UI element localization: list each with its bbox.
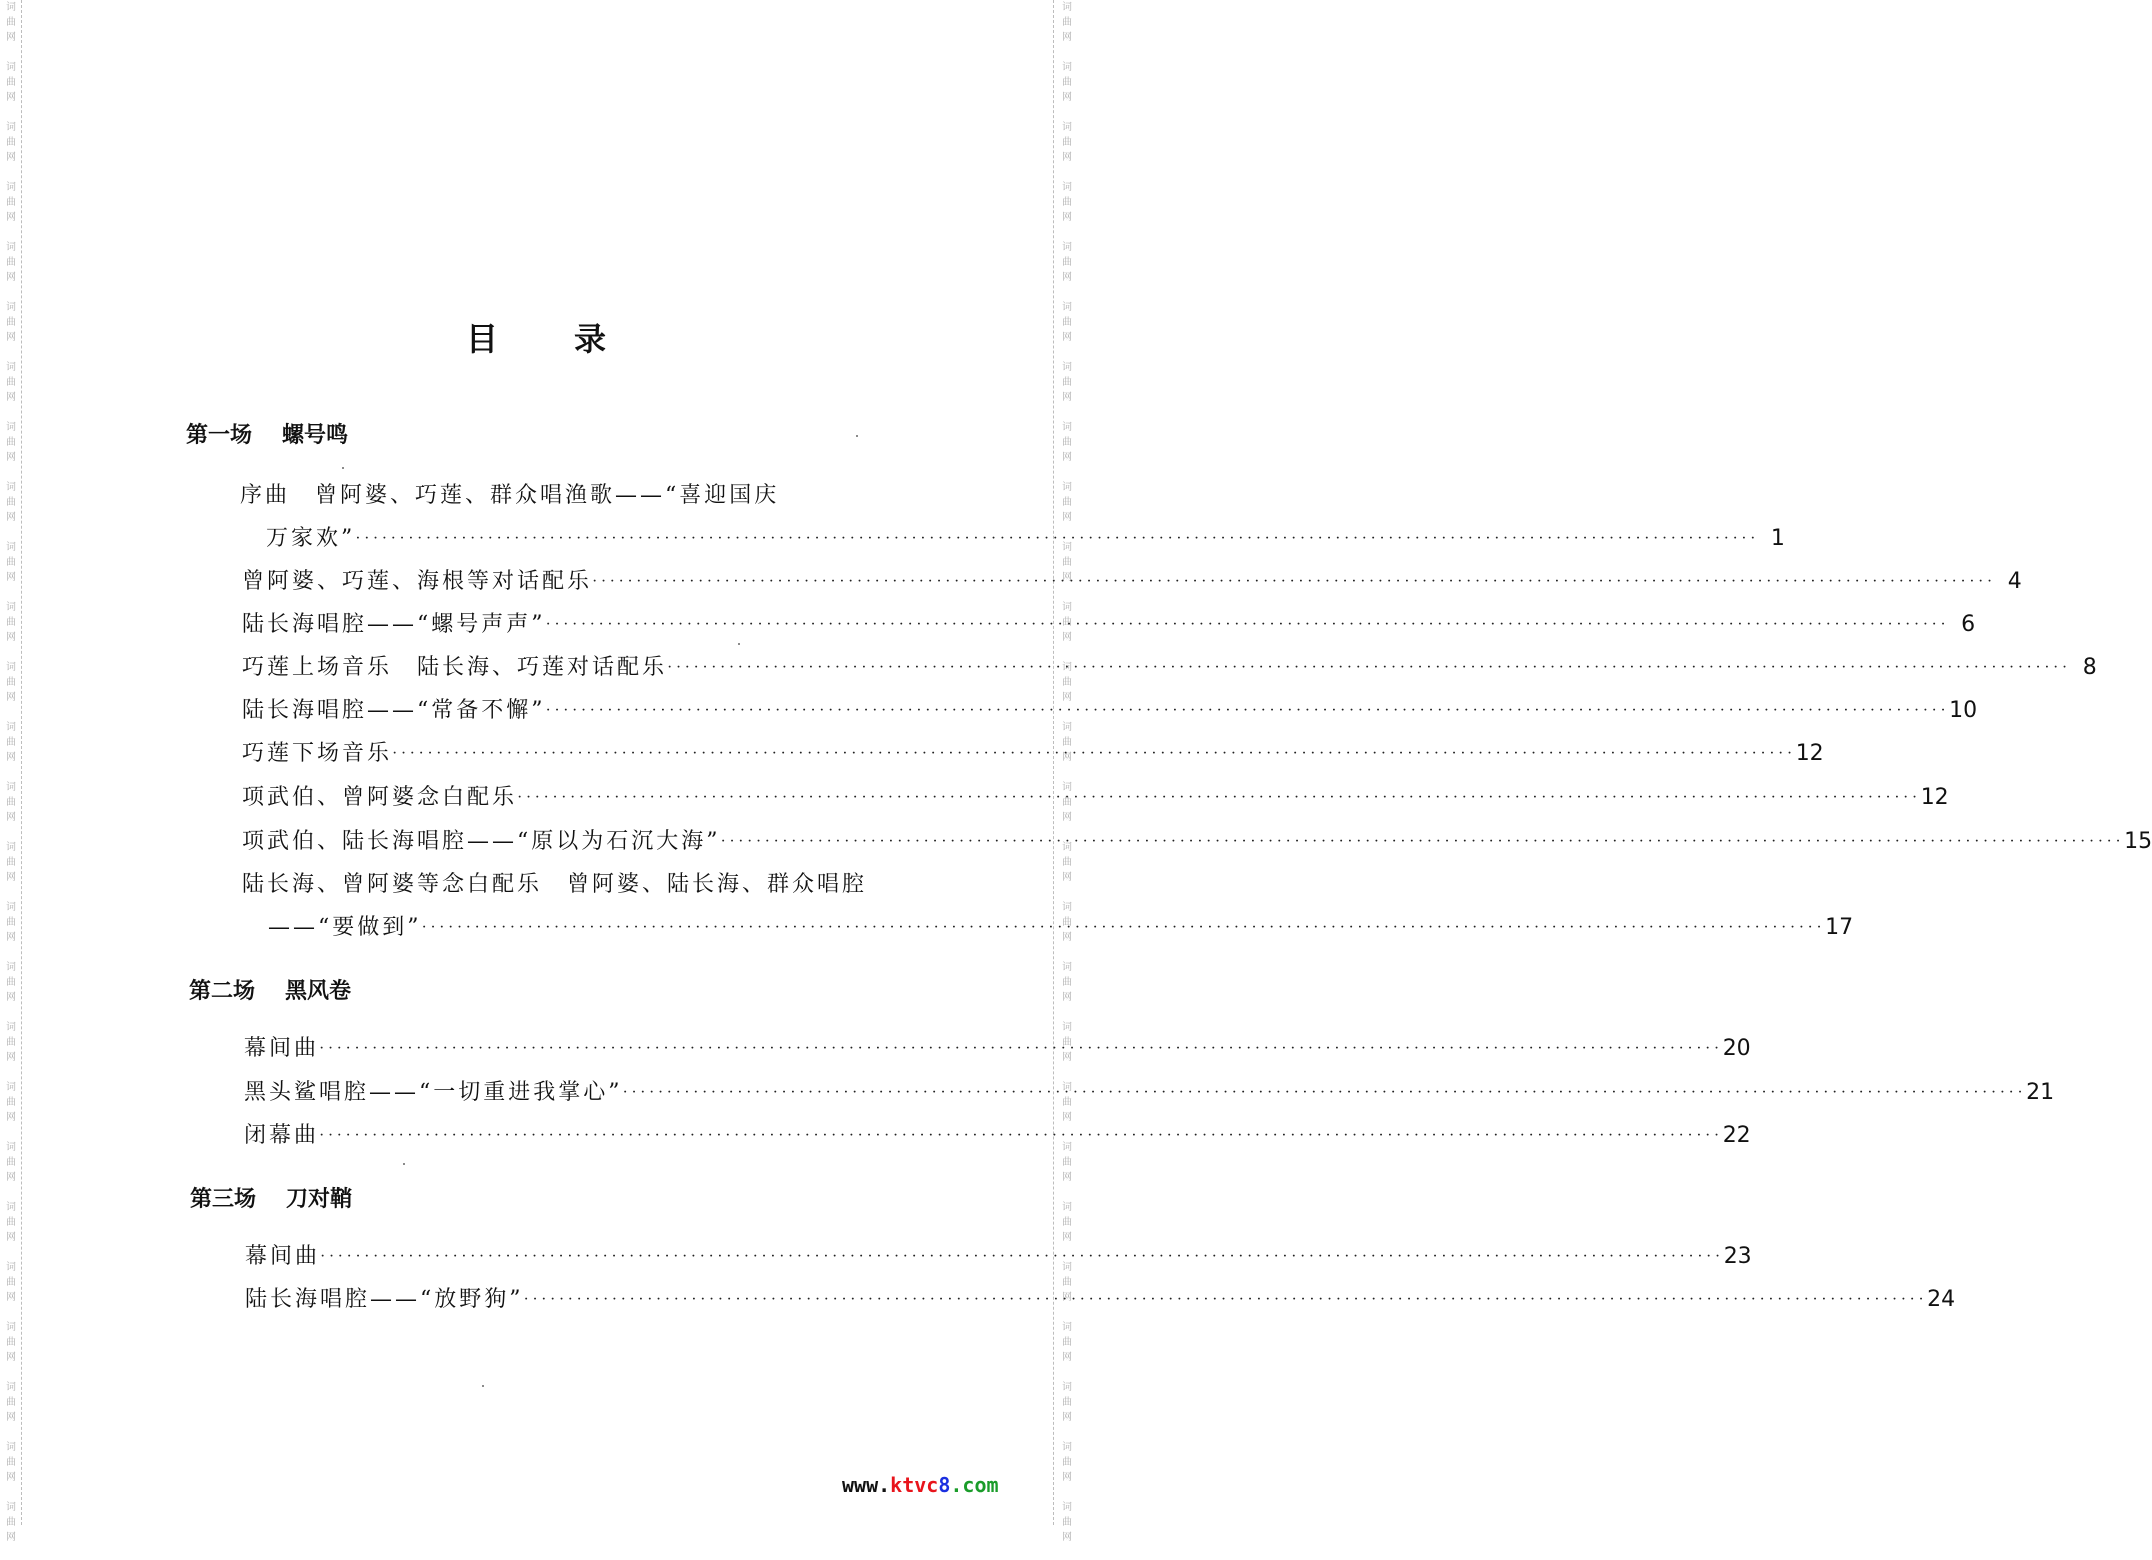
watermark-glyph: 网 [6, 632, 16, 643]
site-prefix: www. [842, 1473, 891, 1497]
watermark-glyph: 词 [6, 362, 16, 373]
scene-number: 第一场 [186, 423, 253, 448]
watermark-glyph: 网 [1062, 812, 1072, 823]
dot-leader [546, 700, 1950, 726]
toc-page-number: 21 [2026, 1080, 2055, 1105]
watermark-glyph: 曲 [6, 497, 16, 508]
toc-entry[interactable] [242, 694, 1978, 726]
watermark-glyph: 词 [1062, 482, 1072, 493]
watermark-glyph: 词 [6, 122, 16, 133]
toc-entry-label: 黑头鲨唱腔——“一切重进我掌心” [244, 1080, 623, 1105]
watermark-glyph: 词 [6, 1082, 16, 1093]
toc-entry-label: 闭幕曲 [244, 1123, 320, 1148]
scene-name: 黑风卷 [285, 979, 352, 1004]
watermark-glyph: 词 [1062, 1502, 1072, 1513]
watermark-glyph: 曲 [1062, 1517, 1072, 1528]
watermark-glyph: 词 [1062, 662, 1072, 673]
watermark-glyph: 曲 [6, 137, 16, 148]
watermark-glyph: 曲 [1062, 17, 1072, 28]
watermark-glyph-group [1058, 960, 1076, 1020]
watermark-glyph: 词 [6, 1262, 16, 1273]
toc-entry[interactable] [242, 825, 2152, 857]
watermark-glyph: 网 [1062, 872, 1072, 883]
watermark-glyph: 曲 [6, 917, 16, 928]
watermark-glyph: 网 [1062, 1412, 1072, 1423]
watermark-glyph-group [2, 300, 20, 360]
watermark-glyph: 网 [1062, 1352, 1072, 1363]
watermark-glyph: 曲 [6, 977, 16, 988]
watermark-glyph: 曲 [6, 677, 16, 688]
watermark-glyph: 网 [1062, 272, 1072, 283]
toc-entry[interactable] [244, 1119, 1751, 1151]
watermark-glyph-group [1058, 1440, 1076, 1500]
watermark-glyph: 词 [6, 842, 16, 853]
watermark-glyph-group [1058, 1500, 1076, 1560]
site-brand-b: 8 [938, 1473, 951, 1497]
site-suffix: .com [950, 1473, 999, 1497]
watermark-glyph: 网 [1062, 1232, 1072, 1243]
watermark-glyph: 曲 [6, 17, 16, 28]
watermark-glyph: 词 [6, 1142, 16, 1153]
watermark-glyph: 网 [6, 272, 16, 283]
watermark-glyph: 词 [6, 1022, 16, 1033]
watermark-glyph-group [2, 60, 20, 120]
scan-speck [342, 467, 344, 469]
watermark-glyph-group [2, 600, 20, 660]
watermark-glyph: 曲 [6, 737, 16, 748]
watermark-glyph: 网 [6, 32, 16, 43]
watermark-glyph: 词 [1062, 122, 1072, 133]
watermark-glyph: 曲 [6, 1037, 16, 1048]
watermark-glyph: 词 [1062, 542, 1072, 553]
watermark-glyph: 网 [1062, 512, 1072, 523]
watermark-glyph: 词 [1062, 962, 1072, 973]
watermark-glyph: 曲 [1062, 857, 1072, 868]
scene-name: 刀对鞘 [286, 1187, 353, 1212]
watermark-glyph: 曲 [6, 437, 16, 448]
toc-page-number: 10 [1949, 698, 1978, 723]
toc-entry[interactable] [242, 781, 1949, 813]
watermark-glyph: 曲 [1062, 1337, 1072, 1348]
watermark-glyph-group [1058, 1320, 1076, 1380]
title-char-1: 目 [466, 320, 499, 358]
watermark-glyph: 曲 [1062, 377, 1072, 388]
watermark-glyph: 网 [1062, 572, 1072, 583]
scene-3-heading [190, 1185, 352, 1215]
toc-page-number: 15 [2124, 829, 2152, 854]
watermark-glyph: 曲 [1062, 917, 1072, 928]
watermark-glyph: 网 [6, 1112, 16, 1123]
watermark-glyph: 网 [6, 1172, 16, 1183]
watermark-glyph-group [2, 1260, 20, 1320]
watermark-glyph: 网 [1062, 152, 1072, 163]
watermark-glyph-group [1058, 420, 1076, 480]
watermark-glyph: 曲 [6, 1097, 16, 1108]
watermark-glyph: 曲 [1062, 257, 1072, 268]
toc-page-number: 24 [1927, 1287, 1956, 1312]
watermark-glyph: 词 [6, 962, 16, 973]
watermark-glyph: 网 [6, 992, 16, 1003]
watermark-glyph: 曲 [1062, 197, 1072, 208]
scene-1-heading [186, 421, 348, 451]
watermark-glyph: 网 [6, 932, 16, 943]
watermark-glyph-group [2, 240, 20, 300]
watermark-glyph: 曲 [6, 1337, 16, 1348]
toc-page-number: 17 [1825, 915, 1854, 940]
watermark-glyph: 网 [1062, 1112, 1072, 1123]
dot-leader [355, 528, 1759, 554]
watermark-glyph-group [2, 1320, 20, 1380]
watermark-glyph-group [1058, 0, 1076, 60]
watermark-glyph: 网 [6, 152, 16, 163]
watermark-glyph-group [2, 0, 20, 60]
watermark-glyph: 网 [1062, 752, 1072, 763]
toc-entry[interactable] [242, 651, 2097, 683]
watermark-glyph: 网 [1062, 92, 1072, 103]
watermark-glyph: 网 [1062, 632, 1072, 643]
watermark-glyph: 曲 [1062, 1097, 1072, 1108]
watermark-glyph: 网 [6, 812, 16, 823]
watermark-glyph: 词 [1062, 362, 1072, 373]
toc-page-number: 1 [1770, 526, 1785, 551]
watermark-glyph: 曲 [6, 377, 16, 388]
watermark-glyph: 词 [1062, 1382, 1072, 1393]
toc-entry-label: 项武伯、曾阿婆念白配乐 [242, 785, 518, 810]
scene-2-heading [189, 977, 351, 1007]
dot-leader [524, 1289, 1928, 1315]
watermark-glyph-group [1058, 300, 1076, 360]
watermark-glyph: 网 [6, 1532, 16, 1543]
toc-entry-label: 项武伯、陆长海唱腔——“原以为石沉大海” [242, 829, 721, 854]
left-watermark-glyphs [2, 0, 20, 1560]
watermark-glyph: 词 [1062, 1022, 1072, 1033]
site-watermark [842, 1472, 999, 1498]
watermark-glyph: 曲 [1062, 317, 1072, 328]
toc-entry[interactable] [242, 608, 1976, 640]
scene-number: 第三场 [190, 1187, 257, 1212]
watermark-glyph-group [2, 1440, 20, 1500]
toc-entry-label: 曾阿婆、巧莲、海根等对话配乐 [242, 569, 593, 594]
watermark-glyph: 词 [6, 182, 16, 193]
watermark-glyph: 词 [1062, 302, 1072, 313]
toc-entry[interactable] [268, 911, 1854, 943]
watermark-glyph: 词 [6, 1202, 16, 1213]
watermark-glyph-group [2, 840, 20, 900]
toc-entry[interactable] [245, 1240, 1752, 1272]
watermark-glyph-group [2, 900, 20, 960]
toc-entry-label: 巧莲下场音乐 [242, 741, 393, 766]
toc-page-number: 12 [1920, 785, 1949, 810]
scan-speck [482, 1385, 484, 1387]
dot-leader [392, 743, 1796, 769]
watermark-glyph: 词 [6, 662, 16, 673]
toc-entry-label: 陆长海唱腔——“螺号声声” [242, 612, 546, 637]
toc-entry-line1: 陆长海、曾阿婆等念白配乐 曾阿婆、陆长海、群众唱腔 [242, 872, 868, 897]
toc-page-number: 20 [1722, 1036, 1751, 1061]
watermark-glyph: 词 [6, 482, 16, 493]
watermark-glyph: 曲 [6, 1397, 16, 1408]
watermark-glyph-group [2, 360, 20, 420]
title-char-2: 录 [574, 320, 607, 358]
scan-speck [856, 435, 858, 437]
watermark-glyph: 曲 [6, 857, 16, 868]
watermark-glyph: 曲 [1062, 77, 1072, 88]
watermark-glyph-group [2, 720, 20, 780]
watermark-glyph: 网 [6, 1052, 16, 1063]
watermark-glyph: 曲 [1062, 677, 1072, 688]
watermark-glyph-group [1058, 1380, 1076, 1440]
watermark-glyph: 网 [6, 572, 16, 583]
scan-speck [738, 643, 740, 645]
watermark-glyph: 词 [1062, 182, 1072, 193]
watermark-glyph: 词 [6, 722, 16, 733]
watermark-glyph: 词 [1062, 422, 1072, 433]
watermark-glyph: 网 [6, 392, 16, 403]
watermark-glyph: 曲 [6, 1277, 16, 1288]
watermark-glyph: 曲 [6, 1517, 16, 1528]
dot-leader [319, 1125, 1723, 1151]
toc-page-number: 8 [2082, 655, 2097, 680]
watermark-glyph: 词 [1062, 1142, 1072, 1153]
watermark-glyph: 网 [1062, 1172, 1072, 1183]
watermark-glyph: 曲 [1062, 437, 1072, 448]
watermark-glyph-group [2, 660, 20, 720]
watermark-glyph: 曲 [1062, 497, 1072, 508]
watermark-glyph: 曲 [1062, 137, 1072, 148]
watermark-glyph: 词 [6, 1442, 16, 1453]
watermark-glyph: 词 [1062, 2, 1072, 13]
toc-entry[interactable] [244, 1032, 1751, 1064]
dot-leader [320, 1246, 1724, 1272]
watermark-glyph: 网 [6, 1472, 16, 1483]
toc-entry[interactable] [242, 737, 1824, 769]
watermark-glyph: 网 [1062, 992, 1072, 1003]
toc-page-number: 4 [2007, 569, 2022, 594]
watermark-glyph: 网 [6, 92, 16, 103]
watermark-glyph-group [2, 1080, 20, 1140]
toc-entry-label: 幕间曲 [244, 1036, 320, 1061]
watermark-glyph: 曲 [1062, 1217, 1072, 1228]
watermark-glyph: 网 [6, 752, 16, 763]
watermark-glyph: 曲 [6, 1217, 16, 1228]
watermark-glyph: 曲 [6, 617, 16, 628]
watermark-glyph: 词 [6, 2, 16, 13]
watermark-glyph-group [2, 1140, 20, 1200]
watermark-glyph-group [1058, 180, 1076, 240]
watermark-glyph-group [1058, 60, 1076, 120]
watermark-glyph: 曲 [1062, 1457, 1072, 1468]
dot-leader [546, 614, 1950, 640]
watermark-glyph: 词 [1062, 722, 1072, 733]
watermark-glyph-group [1058, 120, 1076, 180]
right-watermark-glyphs [1058, 0, 1076, 1560]
watermark-glyph-group [2, 180, 20, 240]
site-brand-a: ktvc [890, 1473, 939, 1497]
watermark-glyph: 网 [1062, 932, 1072, 943]
watermark-glyph-group [2, 960, 20, 1020]
watermark-glyph: 词 [6, 902, 16, 913]
watermark-glyph: 词 [6, 1502, 16, 1513]
watermark-glyph: 网 [1062, 392, 1072, 403]
watermark-glyph: 词 [1062, 1202, 1072, 1213]
watermark-glyph: 网 [6, 452, 16, 463]
dot-leader [592, 571, 1996, 597]
watermark-glyph: 词 [6, 302, 16, 313]
dot-leader [517, 787, 1921, 813]
watermark-glyph: 曲 [6, 257, 16, 268]
page-title [466, 318, 616, 360]
left-dashed-cut-line [21, 0, 22, 1525]
watermark-glyph: 词 [1062, 602, 1072, 613]
watermark-glyph-group [1058, 360, 1076, 420]
toc-page-number: 22 [1722, 1123, 1751, 1148]
watermark-glyph: 曲 [6, 317, 16, 328]
watermark-glyph: 曲 [1062, 797, 1072, 808]
watermark-glyph-group [1058, 240, 1076, 300]
watermark-glyph: 曲 [1062, 977, 1072, 988]
watermark-glyph: 曲 [1062, 1397, 1072, 1408]
toc-entry-label: 陆长海唱腔——“放野狗” [245, 1287, 524, 1312]
watermark-glyph: 曲 [1062, 557, 1072, 568]
watermark-glyph: 网 [1062, 1532, 1072, 1543]
toc-entry-label: 幕间曲 [245, 1244, 321, 1269]
watermark-glyph-group [2, 780, 20, 840]
watermark-glyph: 词 [6, 782, 16, 793]
watermark-glyph-group [2, 120, 20, 180]
watermark-glyph: 词 [1062, 62, 1072, 73]
dot-leader [721, 831, 2125, 857]
scan-speck [403, 1163, 405, 1165]
watermark-glyph: 词 [6, 1322, 16, 1333]
watermark-glyph: 曲 [1062, 617, 1072, 628]
watermark-glyph: 词 [1062, 242, 1072, 253]
scene-number: 第二场 [189, 979, 256, 1004]
toc-entry-label: 巧莲上场音乐 陆长海、巧莲对话配乐 [242, 655, 668, 680]
toc-entry-line1: 序曲 曾阿婆、巧莲、群众唱渔歌——“喜迎国庆 [240, 483, 780, 508]
left-margin-watermark [0, 0, 22, 1543]
watermark-glyph: 词 [6, 62, 16, 73]
watermark-glyph: 网 [6, 1412, 16, 1423]
watermark-glyph: 词 [1062, 1322, 1072, 1333]
watermark-glyph-group [2, 1020, 20, 1080]
toc-page-number: 23 [1723, 1244, 1752, 1269]
watermark-glyph: 曲 [1062, 1037, 1072, 1048]
toc-page-number: 12 [1795, 741, 1824, 766]
watermark-glyph: 网 [1062, 692, 1072, 703]
watermark-glyph: 网 [1062, 1052, 1072, 1063]
watermark-glyph: 词 [6, 1382, 16, 1393]
watermark-glyph-group [2, 540, 20, 600]
toc-entry[interactable] [245, 1283, 1956, 1315]
toc-entry[interactable] [244, 1076, 2055, 1108]
watermark-glyph: 词 [6, 242, 16, 253]
watermark-glyph: 曲 [6, 197, 16, 208]
watermark-glyph: 网 [6, 212, 16, 223]
watermark-glyph: 网 [1062, 332, 1072, 343]
watermark-glyph: 词 [6, 542, 16, 553]
watermark-glyph: 曲 [6, 797, 16, 808]
watermark-glyph: 词 [1062, 782, 1072, 793]
toc-entry[interactable] [266, 522, 1785, 554]
toc-entry[interactable] [242, 565, 2022, 597]
watermark-glyph: 网 [6, 692, 16, 703]
watermark-glyph-group [2, 1500, 20, 1560]
watermark-glyph: 词 [1062, 902, 1072, 913]
watermark-glyph-group [2, 480, 20, 540]
toc-entry-label: 陆长海唱腔——“常备不懈” [242, 698, 546, 723]
watermark-glyph-group [2, 1380, 20, 1440]
watermark-glyph: 网 [6, 1292, 16, 1303]
watermark-glyph: 词 [6, 422, 16, 433]
dot-leader [667, 657, 2071, 683]
watermark-glyph: 网 [6, 872, 16, 883]
dot-leader [623, 1082, 2027, 1108]
dot-leader [422, 917, 1826, 943]
watermark-glyph-group [2, 420, 20, 480]
watermark-glyph: 网 [1062, 212, 1072, 223]
watermark-glyph: 网 [1062, 1292, 1072, 1303]
watermark-glyph: 词 [1062, 842, 1072, 853]
watermark-glyph: 网 [6, 332, 16, 343]
toc-entry-label: ——“要做到” [268, 915, 422, 940]
watermark-glyph: 词 [1062, 1262, 1072, 1273]
watermark-glyph: 曲 [1062, 737, 1072, 748]
watermark-glyph: 曲 [6, 1157, 16, 1168]
toc-page-number: 6 [1961, 612, 1976, 637]
watermark-glyph: 曲 [1062, 1277, 1072, 1288]
watermark-glyph: 曲 [6, 77, 16, 88]
watermark-glyph: 网 [6, 1232, 16, 1243]
watermark-glyph: 网 [1062, 32, 1072, 43]
toc-entry-label: 万家欢” [266, 526, 356, 551]
watermark-glyph: 曲 [6, 1457, 16, 1468]
watermark-glyph: 曲 [6, 557, 16, 568]
dot-leader [319, 1038, 1723, 1064]
watermark-glyph: 曲 [1062, 1157, 1072, 1168]
watermark-glyph: 词 [6, 602, 16, 613]
watermark-glyph: 网 [1062, 1472, 1072, 1483]
watermark-glyph: 网 [6, 512, 16, 523]
scene-name: 螺号鸣 [282, 423, 349, 448]
watermark-glyph: 网 [6, 1352, 16, 1363]
watermark-glyph: 网 [1062, 452, 1072, 463]
watermark-glyph: 词 [1062, 1082, 1072, 1093]
watermark-glyph-group [2, 1200, 20, 1260]
watermark-glyph: 词 [1062, 1442, 1072, 1453]
